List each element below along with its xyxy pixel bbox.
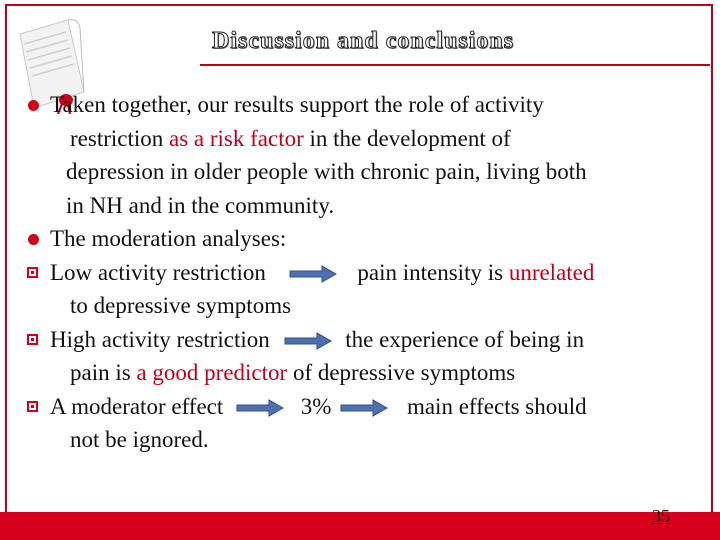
- text-line: to depressive symptoms: [70, 293, 292, 318]
- highlight-text: unrelated: [508, 259, 595, 285]
- bullet-item: Low activity restriction pain intensity is unrelated: [50, 256, 710, 290]
- right-arrow-icon: [283, 331, 333, 351]
- title-underline: [200, 64, 710, 66]
- text-line: not be ignored.: [70, 427, 209, 452]
- page-number: 35: [652, 506, 670, 526]
- round-bullet-icon: [28, 234, 39, 245]
- slide-title: Discussion and conclusions: [212, 28, 515, 54]
- bullet-item: A moderator effect 3% main effects should: [50, 390, 710, 424]
- round-bullet-icon: [28, 100, 39, 111]
- text-line: pain is a good predictor of depressive symptoms: [70, 360, 516, 385]
- bullet-item: Taken together, our results support the role of activity: [50, 88, 710, 122]
- text-line: in NH and in the community.: [66, 192, 335, 218]
- bullet-item: The moderation analyses:: [50, 222, 710, 256]
- text-line: depression in older people with chronic pain, living both: [66, 159, 587, 184]
- highlight-text: as a risk factor: [169, 125, 304, 151]
- highlight-text: a good predictor: [136, 360, 288, 385]
- slide-body: [50, 88, 710, 457]
- right-arrow-icon: [235, 398, 285, 418]
- footer-bar: [0, 512, 720, 540]
- square-bullet-icon: [27, 401, 38, 412]
- square-bullet-icon: [27, 334, 38, 345]
- bullet-item: High activity restriction the experience of being in: [50, 323, 710, 357]
- right-arrow-icon: [288, 264, 338, 284]
- right-arrow-icon: [339, 398, 389, 418]
- text-line: restriction as a risk factor in the development of: [70, 125, 511, 151]
- square-bullet-icon: [27, 267, 38, 278]
